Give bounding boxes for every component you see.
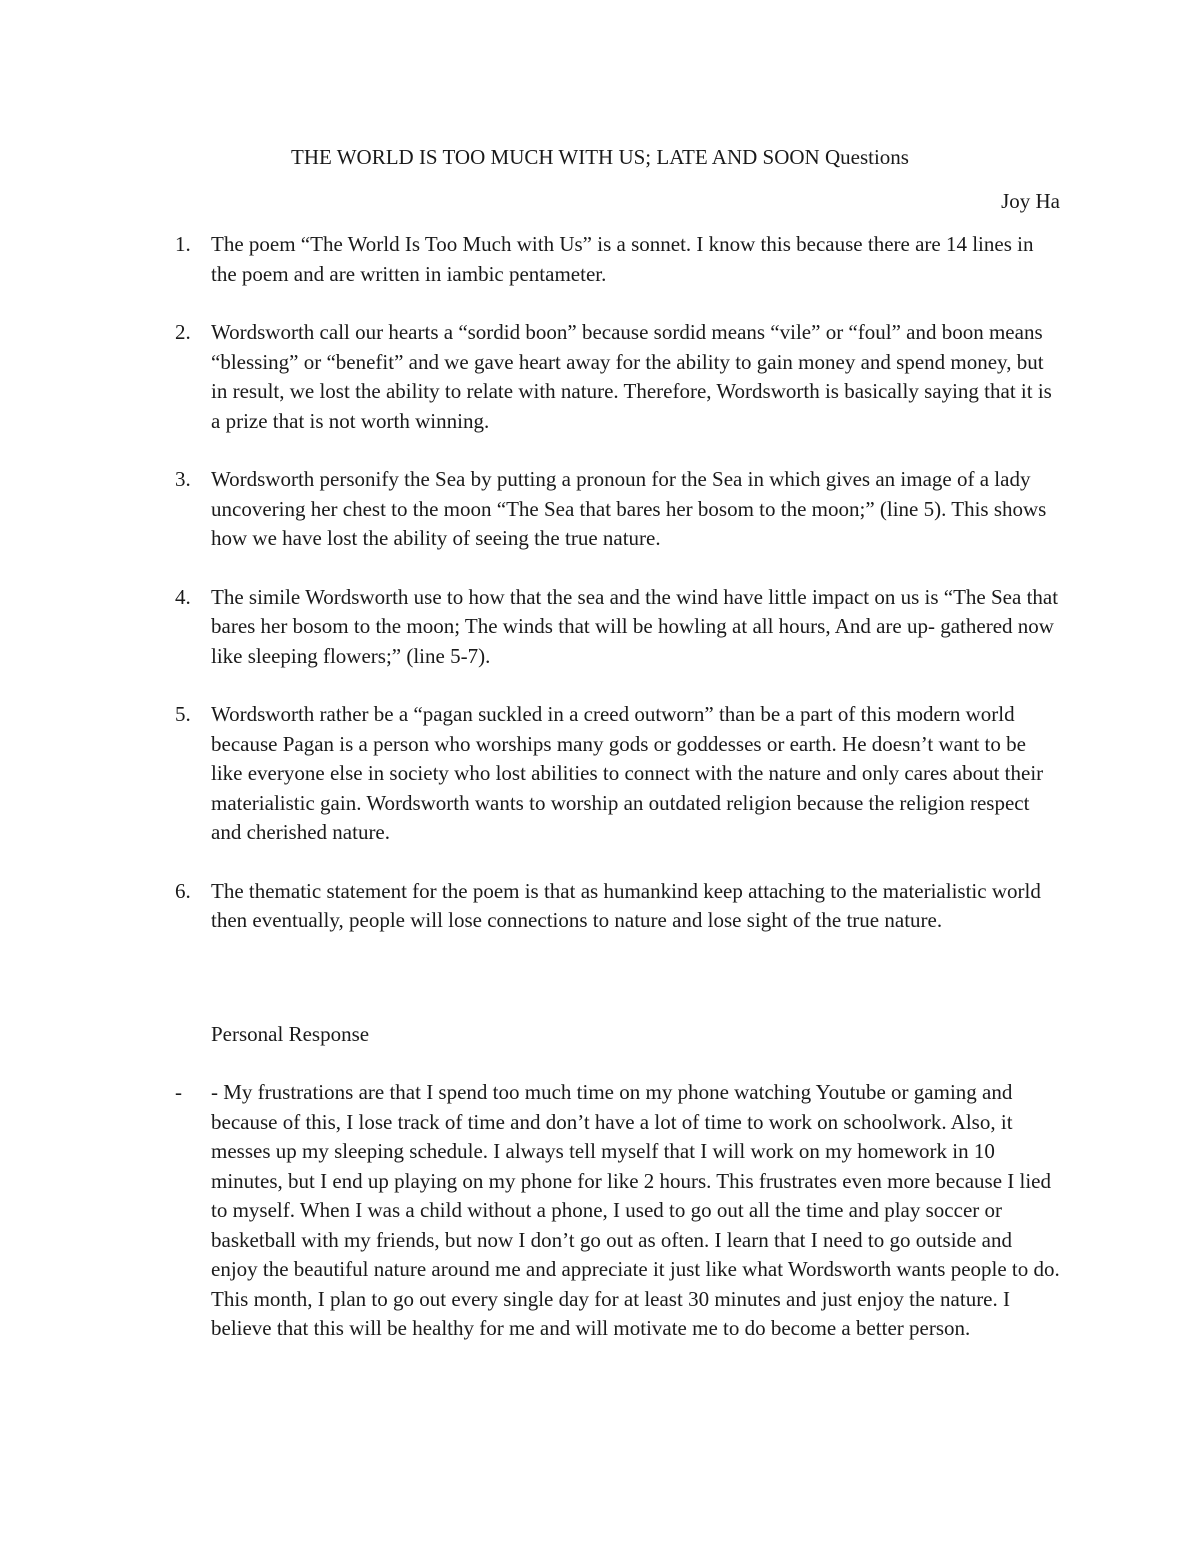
answer-number: 6.: [175, 878, 191, 903]
answer-number: 1.: [175, 232, 191, 256]
answer-item: [0, 465, 1200, 554]
answer-text: The poem “The World Is Too Much with Us” is a sonnet. I know this because there are 14 lines in the poem and are written in iambic pentameter.: [211, 232, 1034, 286]
answer-number: 5.: [175, 702, 191, 726]
personal-response-text: - My frustrations are that I spend too much time on my phone watching Youtube or gaming and because of this, I lose track of time and don’t have a lot of time to work on schoolwork. Also, it messes up my sleeping schedule. I always tell myself that I will work on my homework in 10 minutes, but I end up playing on my phone for like 2 hours. This frustrates even more because I lied to myself. When I was a child without a phone, I used to go out all the time and play soccer or basketball with my friends, but now I don’t go out as often. I learn that I need to go outside and enjoy the beautiful nature around me and appreciate it just like what Wordsworth wants people to do. This month, I plan to go out every single day for at least 30 minutes and just enjoy the nature. I believe that this will be healthy for me and will motivate me to do become a better person.: [211, 1080, 1060, 1340]
answer-text: Wordsworth call our hearts a “sordid boon” because sordid means “vile” or “foul” and boon means “blessing” or “benefit” and we gave heart away for the ability to gain money and spend money, but in result, we lost the ability to relate with nature. Therefore, Wordsworth is basically saying that it is a prize that is not worth winning.: [211, 320, 1052, 433]
answer-number: 4.: [175, 584, 191, 609]
answer-number: 2.: [175, 320, 191, 344]
personal-response: [0, 1078, 1200, 1344]
author-name: Joy Ha: [1001, 189, 1060, 213]
answer-text: Wordsworth personify the Sea by putting a pronoun for the Sea in which gives an image of a lady uncovering her chest to the moon “The Sea that bares her bosom to the moon;” (line 5). This shows how we have lost the ability of seeing the true nature.: [211, 467, 1047, 550]
answer-number: 3.: [175, 467, 191, 491]
answer-item: [0, 230, 1200, 289]
answer-item: [0, 318, 1200, 436]
answer-item: [0, 583, 1200, 672]
answer-text: The simile Wordsworth use to how that the sea and the wind have little impact on us is “The Sea that bares her bosom to the moon; The winds that will be howling at all hours, And are up- gathered now like sleeping flowers;” (line 5-7).: [211, 584, 1059, 668]
answer-text: The thematic statement for the poem is that as humankind keep attaching to the materialistic world then eventually, people will lose connections to nature and lose sight of the true nature.: [211, 878, 1041, 932]
answer-item: [0, 877, 1200, 936]
answers-list: [0, 230, 1200, 965]
answer-text: Wordsworth rather be a “pagan suckled in a creed outworn” than be a part of this modern world because Pagan is a person who worships many gods or goddesses or earth. He doesn’t want to be like everyone else in society who lost abilities to connect with the nature and only cares about their materialistic gain. Wordsworth wants to worship an outdated religion because the religion respect and cherished nature.: [211, 702, 1044, 844]
bullet-marker: -: [175, 1080, 182, 1104]
document-title: THE WORLD IS TOO MUCH WITH US; LATE AND SOON Questions: [291, 145, 909, 169]
answer-item: [0, 700, 1200, 848]
personal-response-heading: Personal Response: [211, 1022, 370, 1046]
